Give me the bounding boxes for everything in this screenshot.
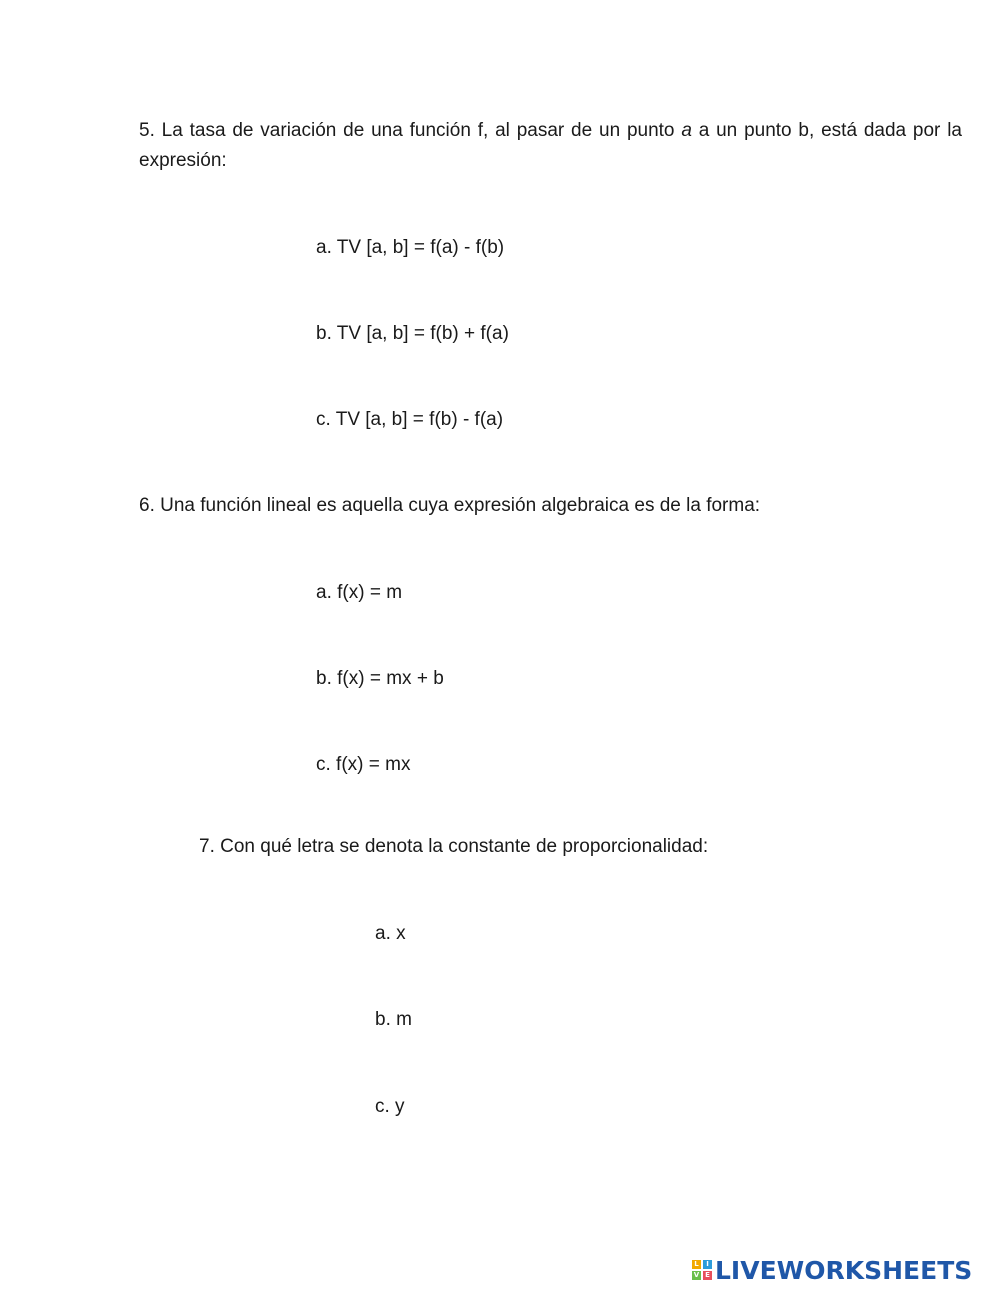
question-7-option-c[interactable]: c. y <box>375 1096 405 1117</box>
question-5-suffix: a un punto b, está dada por la expresión: <box>139 120 962 171</box>
question-5-option-b[interactable]: b. TV [a, b] = f(b) + f(a) <box>316 323 509 344</box>
question-5-prefix: 5. La tasa de variación de una función f, al pasar de un punto <box>139 120 682 141</box>
question-7-option-b[interactable]: b. m <box>375 1009 412 1030</box>
question-6-option-b[interactable]: b. f(x) = mx + b <box>316 668 444 689</box>
question-5-text <box>139 116 962 176</box>
question-6-option-a[interactable]: a. f(x) = m <box>316 582 403 603</box>
question-5-italic-a: a <box>681 120 692 141</box>
question-7-text: 7. Con qué letra se denota la constante de proporcionalidad: <box>199 836 709 857</box>
logo-letter-e: E <box>703 1271 712 1280</box>
question-5-option-a[interactable]: a. TV [a, b] = f(a) - f(b) <box>316 237 505 258</box>
liveworksheets-logo-icon <box>692 1260 712 1280</box>
logo-letter-v: V <box>693 1271 700 1279</box>
question-5-option-c[interactable]: c. TV [a, b] = f(b) - f(a) <box>316 409 504 430</box>
logo-letter-l: L <box>692 1260 701 1269</box>
question-7-option-a[interactable]: a. x <box>375 923 406 944</box>
question-6-text: 6. Una función lineal es aquella cuya expresión algebraica es de la forma: <box>139 495 761 516</box>
logo-letter-i: I <box>703 1260 712 1269</box>
question-6-option-c[interactable]: c. f(x) = mx <box>316 754 411 775</box>
liveworksheets-logo <box>692 1255 972 1285</box>
logo-text: LIVEWORKSHEETS <box>715 1255 973 1285</box>
